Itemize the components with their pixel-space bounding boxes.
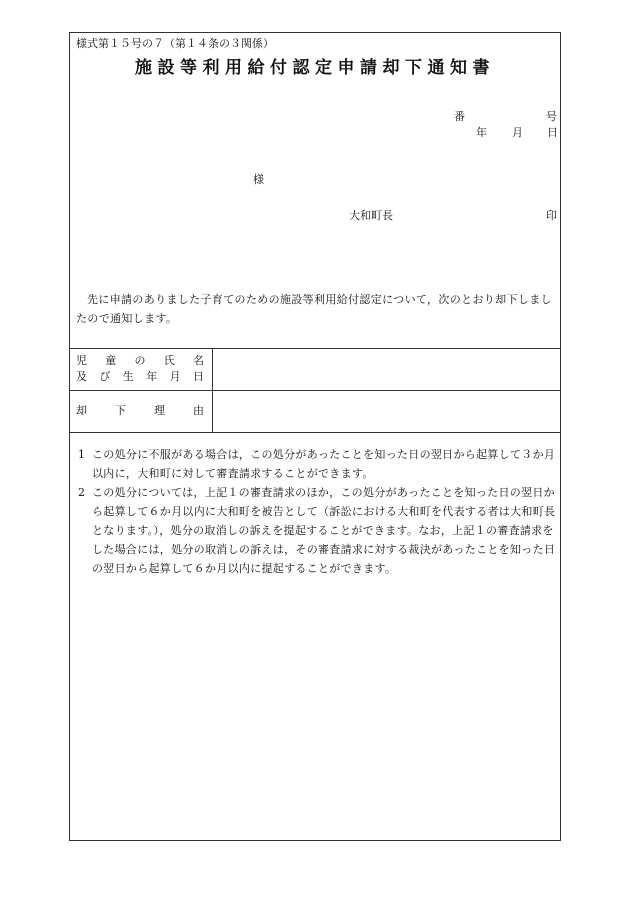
rejection-reason-label: 却下理由 (76, 404, 204, 417)
note-number: 2 (78, 486, 86, 499)
date-year-label: 年 (476, 126, 487, 139)
addressee-honorific: 様 (253, 173, 264, 186)
table-top-border (70, 348, 560, 349)
table-column-divider (212, 348, 213, 432)
sender-name: 大和町長 (349, 209, 393, 222)
note-item (76, 445, 556, 483)
date-month-label: 月 (512, 126, 523, 139)
child-name-value-field[interactable] (214, 355, 554, 383)
document-number-label: 番 (454, 110, 465, 123)
page-title: 施設等利用給付認定申請却下通知書 (135, 58, 495, 78)
notes-section (76, 445, 556, 578)
document-number-suffix: 号 (546, 110, 557, 123)
rejection-reason-value-field[interactable] (214, 397, 554, 425)
note-item (76, 483, 556, 578)
note-number: 1 (78, 448, 86, 461)
child-birthdate-label-line2: 及び生年月日 (76, 370, 204, 383)
notice-text: 先に申請のありました子育てのための施設等利用給付認定について，次のとおり却下しましたので通知します。 (76, 293, 552, 325)
table-bottom-border (70, 432, 560, 433)
seal-mark: 印 (546, 209, 557, 222)
note-text: この処分については，上記１の審査請求のほか，この処分があったことを知った日の翌日から起算して６か月以内に大和町を被告として（訴訟における大和町を代表する者は大和町長となります。），処分の取消しの訴えを提起することができます。なお，上記１の審査請求をした場合には，処分の取消しの訴えは，その審査請求に対する裁決があったことを知った日の翌日から起算して６か月以内に提起することができます。 (92, 486, 556, 575)
note-text: この処分に不服がある場合は，この処分があったことを知った日の翌日から起算して３か月以内に，大和町に対して審査請求することができます。 (92, 448, 556, 480)
form-number: 様式第１５号の７（第１４条の３関係） (76, 37, 274, 50)
date-day-label: 日 (547, 126, 558, 139)
form-frame (69, 32, 561, 841)
child-name-label-line1: 児童の氏名 (76, 354, 204, 367)
table-row-divider (70, 390, 560, 391)
